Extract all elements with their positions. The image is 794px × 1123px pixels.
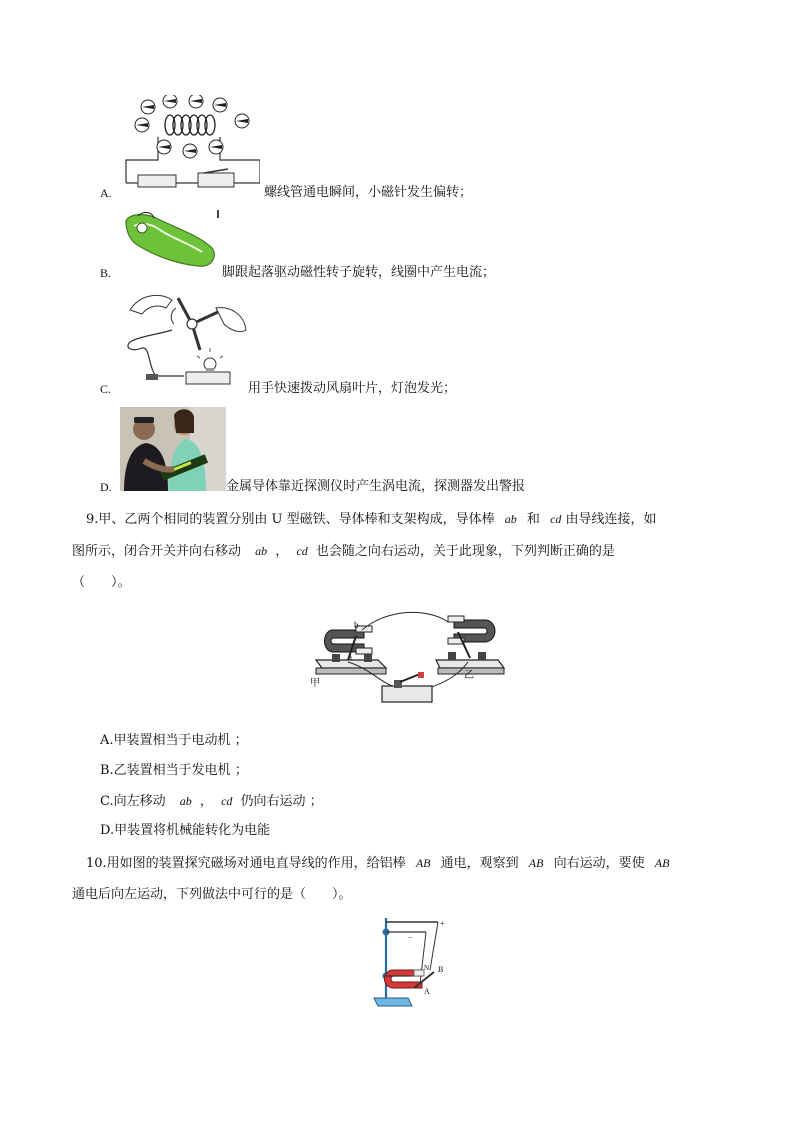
- option-c-letter: C.: [100, 382, 112, 396]
- q9-and-text: 和: [526, 512, 540, 527]
- q9-comma: ，: [275, 544, 289, 559]
- magnet-rod-stand-figure: [370, 912, 450, 1008]
- q9-stem-part1: 9.甲、乙两个相同的装置分别由 U 型磁铁、导体棒和支架构成，导体棒: [86, 512, 495, 527]
- q9-option-a: A.甲装置相当于电动机 ；: [100, 733, 248, 748]
- q10-fig-plus: +: [440, 919, 445, 928]
- solenoid-compass-figure: [120, 95, 260, 190]
- q10-ab-label-2: AB: [528, 856, 544, 870]
- q9-option-c-part2: 仍向右运动 ；: [240, 794, 323, 809]
- option-b-text: 脚跟起落驱动磁性转子旋转，线圈中产生电流；: [222, 265, 496, 280]
- q9-stem-part3: 图所示，闭合开关并向右移动: [72, 544, 242, 559]
- q9-stem-part2: 由导线连接，如: [565, 512, 657, 527]
- q9-stem-line1: [86, 510, 657, 529]
- q10-stem-part2: 通电，观察到: [440, 856, 519, 871]
- q9-option-d: D.甲装置将机械能转化为电能: [100, 823, 271, 838]
- option-d-letter: D.: [100, 480, 112, 494]
- q9-option-c-cd: cd: [221, 794, 233, 808]
- q9-cd-label: cd: [550, 512, 562, 526]
- option-d-text: 金属导体靠近探测仪时产生涡电流，探测器发出警报: [226, 479, 526, 494]
- q9-answer-paren: （ ）。: [72, 575, 131, 590]
- option-a-text: 螺线管通电瞬间，小磁针发生偏转；: [264, 185, 473, 200]
- q10-stem-part3: 向右运动，要使: [553, 856, 645, 871]
- q9-stem-part4: 也会随之向右运动，关于此现象，下列判断正确的是: [315, 544, 615, 559]
- fan-bulb-figure: [120, 290, 248, 386]
- q9-stem-line2: [72, 542, 615, 561]
- q10-stem-part1: 10.用如图的装置探究磁场对通电直导线的作用，给铝棒: [86, 856, 406, 871]
- q10-stem-line1: [86, 854, 669, 873]
- q10-ab-label: AB: [415, 856, 431, 870]
- option-a-letter: A.: [100, 186, 112, 200]
- shoe-insole-figure: [120, 210, 220, 270]
- q10-fig-b: B: [438, 965, 444, 974]
- q10-ab-label-3: AB: [654, 856, 670, 870]
- q9-option-c-ab: ab: [179, 794, 192, 808]
- option-b-letter: B.: [100, 266, 112, 280]
- q9-fig-label-b: b: [354, 620, 359, 630]
- q9-fig-label-yi: 乙: [464, 670, 474, 681]
- q10-fig-a: A: [424, 987, 430, 996]
- q10-fig-n: N: [424, 964, 430, 972]
- q9-ab-label: ab: [504, 512, 517, 526]
- q9-fig-label-a: a: [348, 652, 352, 662]
- q9-ab-label-2: ab: [255, 544, 268, 558]
- option-c-text: 用手快速拨动风扇叶片，灯泡发光；: [248, 381, 457, 396]
- two-magnet-devices-figure: [308, 606, 510, 710]
- q10-stem-line2: 通电后向左运动，下列做法中可行的是（ ）。: [72, 887, 352, 902]
- q9-option-c: [100, 792, 323, 811]
- q9-option-b: B.乙装置相当于发电机 ；: [100, 763, 248, 778]
- q9-option-c-comma: ，: [199, 794, 213, 809]
- q10-fig-minus: −: [408, 933, 413, 942]
- q9-fig-label-jia: 甲: [310, 678, 320, 689]
- q9-option-c-part1: C.向左移动: [100, 794, 166, 809]
- metal-detector-photo: [120, 407, 226, 491]
- q9-cd-label-2: cd: [296, 544, 308, 558]
